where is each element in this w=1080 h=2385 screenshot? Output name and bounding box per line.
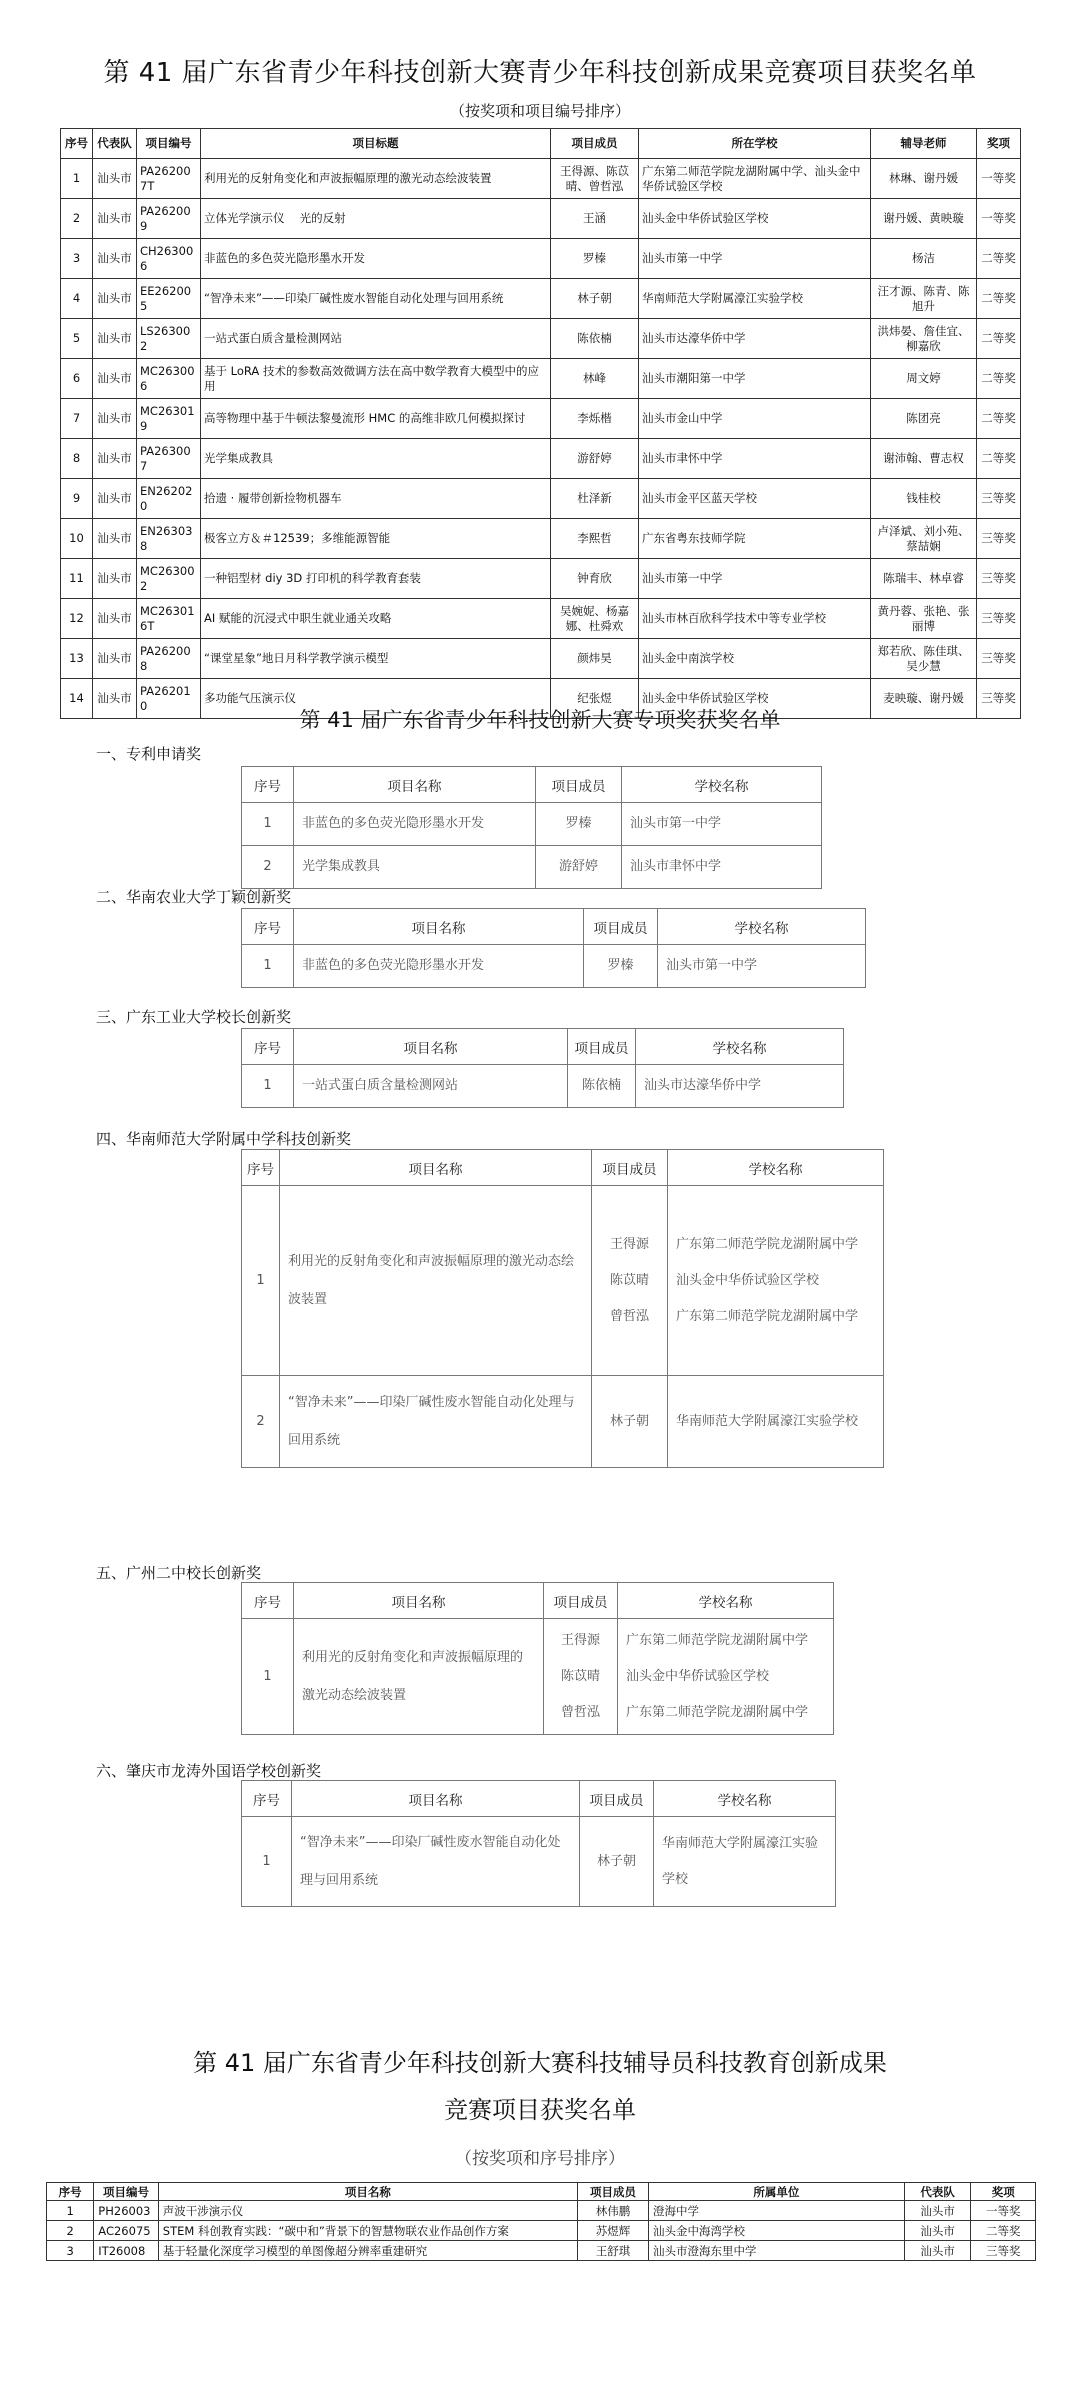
table-cell: 汕头市达濠华侨中学 <box>639 319 871 359</box>
table-cell: 三等奖 <box>971 2241 1036 2261</box>
table-cell: 汕头市 <box>93 319 137 359</box>
table-cell: 一等奖 <box>971 2201 1036 2221</box>
table-cell: 立体光学演示仪 光的反射 <box>201 199 551 239</box>
table-header-row <box>242 1781 836 1817</box>
column-header: 项目编号 <box>94 2183 159 2201</box>
column-header: 项目名称 <box>294 767 536 803</box>
column-header: 所在学校 <box>639 129 871 159</box>
table-cell: 谢沛翰、曹志权 <box>871 439 977 479</box>
column-header: 学校名称 <box>618 1583 834 1619</box>
table-cell: 1 <box>242 945 294 988</box>
table-cell: 利用光的反射角变化和声波振幅原理的激光动态绘波装置 <box>280 1186 592 1376</box>
table-header-row <box>242 1583 834 1619</box>
table-cell: 4 <box>61 279 93 319</box>
table-cell: 汕头市 <box>904 2221 971 2241</box>
column-header: 序号 <box>242 1781 292 1817</box>
table-row <box>242 846 822 889</box>
table-header-row <box>242 1029 844 1065</box>
table-cell: AI 赋能的沉浸式中职生就业通关攻略 <box>201 599 551 639</box>
column-header: 项目成员 <box>580 1781 654 1817</box>
table-row <box>242 1619 834 1735</box>
table-cell: 多功能气压演示仪 <box>201 679 551 719</box>
table-cell: 汕头市第一中学 <box>639 239 871 279</box>
table-cell: 林伟鹏 <box>578 2201 649 2221</box>
table-cell: 非蓝色的多色荧光隐形墨水开发 <box>294 945 584 988</box>
special-award-table <box>241 1780 836 1907</box>
table-cell: EE262005 <box>137 279 201 319</box>
table-cell: 华南师范大学附属濠江实验学校 <box>654 1817 836 1907</box>
table-cell: 11 <box>61 559 93 599</box>
table-cell: 汕头金中华侨试验区学校 <box>639 199 871 239</box>
column-header: 序号 <box>242 1150 280 1186</box>
special-title: 第 41 届广东省青少年科技创新大赛专项奖获奖名单 <box>299 708 781 732</box>
section-title: 一、专利申请奖 <box>96 745 202 763</box>
column-header: 项目名称 <box>280 1150 592 1186</box>
table-cell: 钟育欣 <box>551 559 639 599</box>
column-header: 项目成员 <box>592 1150 668 1186</box>
table-cell: 二等奖 <box>971 2221 1036 2241</box>
table-cell: 王得源、陈苡晴、曾哲泓 <box>551 159 639 199</box>
table-cell: 澄海中学 <box>648 2201 904 2221</box>
table-cell: 林子朝 <box>551 279 639 319</box>
table-row <box>61 239 1021 279</box>
table-header-row <box>242 909 866 945</box>
table-cell: 12 <box>61 599 93 639</box>
column-header: 项目成员 <box>551 129 639 159</box>
table-row <box>61 479 1021 519</box>
column-header: 项目标题 <box>201 129 551 159</box>
table-cell: 二等奖 <box>977 319 1021 359</box>
table-cell: 陈瑞丰、林卓睿 <box>871 559 977 599</box>
table-cell: 二等奖 <box>977 279 1021 319</box>
section-title: 六、肇庆市龙涛外国语学校创新奖 <box>96 1762 322 1780</box>
table-cell: 广东第二师范学院龙湖附属中学 汕头金中华侨试验区学校 广东第二师范学院龙湖附属中学 <box>668 1186 884 1376</box>
column-header: 序号 <box>47 2183 94 2201</box>
column-header: 序号 <box>242 909 294 945</box>
table-cell: 汕头市 <box>93 199 137 239</box>
table-cell: 王舒琪 <box>578 2241 649 2261</box>
table-cell: 罗榛 <box>551 239 639 279</box>
table-row <box>61 319 1021 359</box>
table-cell: 汕头市林百欣科学技术中等专业学校 <box>639 599 871 639</box>
table-cell: 华南师范大学附属濠江实验学校 <box>668 1376 884 1468</box>
table-row <box>242 1817 836 1907</box>
column-header: 项目名称 <box>294 1029 568 1065</box>
table-row <box>61 559 1021 599</box>
table-cell: 1 <box>242 1065 294 1108</box>
table-row <box>242 1376 884 1468</box>
table-row <box>47 2221 1036 2241</box>
column-header: 序号 <box>242 1583 294 1619</box>
table-cell: 二等奖 <box>977 239 1021 279</box>
table-cell: PA262008 <box>137 639 201 679</box>
table-cell: 1 <box>242 1186 280 1376</box>
table-cell: 9 <box>61 479 93 519</box>
table-cell: 极客立方＆＃12539；多维能源智能 <box>201 519 551 559</box>
column-header: 项目成员 <box>584 909 658 945</box>
table-cell: 三等奖 <box>977 639 1021 679</box>
table-cell: PA263007 <box>137 439 201 479</box>
main-award-table <box>60 128 1021 719</box>
table-row <box>61 599 1021 639</box>
table-cell: 10 <box>61 519 93 559</box>
table-cell: 汕头市金平区蓝天学校 <box>639 479 871 519</box>
table-cell: STEM 科创教育实践：“碳中和”背景下的智慧物联农业作品创作方案 <box>158 2221 577 2241</box>
table-cell: LS263002 <box>137 319 201 359</box>
column-header: 项目成员 <box>578 2183 649 2201</box>
column-header: 代表队 <box>904 2183 971 2201</box>
table-cell: 林子朝 <box>580 1817 654 1907</box>
table-cell: 王得源 陈苡晴 曾哲泓 <box>544 1619 618 1735</box>
table-cell: 汕头市 <box>93 239 137 279</box>
table-cell: 罗榛 <box>584 945 658 988</box>
table-cell: 三等奖 <box>977 519 1021 559</box>
column-header: 项目编号 <box>137 129 201 159</box>
table-cell: 汕头市澄海东里中学 <box>648 2241 904 2261</box>
table-cell: PA262009 <box>137 199 201 239</box>
table-cell: 罗榛 <box>536 803 622 846</box>
table-cell: 周文婷 <box>871 359 977 399</box>
table-cell: 卢泽斌、刘小苑、蔡喆娴 <box>871 519 977 559</box>
table-cell: 三等奖 <box>977 599 1021 639</box>
table-cell: 利用光的反射角变化和声波振幅原理的激光动态绘波装置 <box>201 159 551 199</box>
table-cell: MC263006 <box>137 359 201 399</box>
table-cell: 吴婉妮、杨嘉娜、杜舜欢 <box>551 599 639 639</box>
column-header: 序号 <box>242 767 294 803</box>
table-cell: 2 <box>242 1376 280 1468</box>
table-header-row <box>242 1150 884 1186</box>
table-cell: 三等奖 <box>977 479 1021 519</box>
table-cell: 郑若欣、陈佳琪、吴少慧 <box>871 639 977 679</box>
special-award-table <box>241 1582 834 1735</box>
table-cell: 二等奖 <box>977 359 1021 399</box>
table-cell: 陈团亮 <box>871 399 977 439</box>
column-header: 奖项 <box>977 129 1021 159</box>
table-cell: 高等物理中基于牛顿法黎曼流形 HMC 的高维非欧几何模拟探讨 <box>201 399 551 439</box>
table-cell: MC263002 <box>137 559 201 599</box>
table-cell: 3 <box>61 239 93 279</box>
table-cell: 汕头市聿怀中学 <box>639 439 871 479</box>
table-cell: 汕头金中华侨试验区学校 <box>639 679 871 719</box>
table-cell: 陈依楠 <box>551 319 639 359</box>
column-header: 项目成员 <box>544 1583 618 1619</box>
table-cell: 一种铝型材 diy 3D 打印机的科学教育套装 <box>201 559 551 599</box>
table-cell: 林峰 <box>551 359 639 399</box>
table-cell: AC26075 <box>94 2221 159 2241</box>
table-cell: 麦映璇、谢丹媛 <box>871 679 977 719</box>
table-row <box>61 519 1021 559</box>
table-cell: 汕头市第一中学 <box>639 559 871 599</box>
table-cell: 林子朝 <box>592 1376 668 1468</box>
table-cell: 汕头市 <box>904 2201 971 2221</box>
table-cell: MC263016T <box>137 599 201 639</box>
table-row <box>47 2201 1036 2221</box>
table-cell: 王得源 陈苡晴 曾哲泓 <box>592 1186 668 1376</box>
table-cell: 汕头市金山中学 <box>639 399 871 439</box>
table-cell: 利用光的反射角变化和声波振幅原理的激光动态绘波装置 <box>294 1619 544 1735</box>
section-title: 四、华南师范大学附属中学科技创新奖 <box>96 1130 352 1148</box>
special-award-table <box>241 1149 884 1468</box>
table-cell: 5 <box>61 319 93 359</box>
table-cell: 二等奖 <box>977 439 1021 479</box>
table-cell: 陈依楠 <box>568 1065 636 1108</box>
table-cell: 2 <box>47 2221 94 2241</box>
table-cell: 声波干涉演示仪 <box>158 2201 577 2221</box>
table-cell: 汕头市 <box>93 399 137 439</box>
table-cell: 钱桂校 <box>871 479 977 519</box>
table-cell: 杜泽新 <box>551 479 639 519</box>
table-cell: 三等奖 <box>977 559 1021 599</box>
table-cell: 汕头市 <box>93 439 137 479</box>
table-cell: EN263038 <box>137 519 201 559</box>
main-title: 第 41 届广东省青少年科技创新大赛青少年科技创新成果竞赛项目获奖名单 <box>103 58 977 88</box>
table-cell: 2 <box>242 846 294 889</box>
table-cell: 汕头市 <box>93 639 137 679</box>
column-header: 学校名称 <box>654 1781 836 1817</box>
table-cell: 1 <box>242 1817 292 1907</box>
table-cell: 汕头金中海湾学校 <box>648 2221 904 2241</box>
table-cell: 汕头市 <box>93 599 137 639</box>
column-header: 项目名称 <box>294 1583 544 1619</box>
column-header: 辅导老师 <box>871 129 977 159</box>
table-cell: 14 <box>61 679 93 719</box>
table-row <box>242 1065 844 1108</box>
counselor-title-line2: 竞赛项目获奖名单 <box>444 2096 636 2124</box>
table-cell: 林琳、谢丹媛 <box>871 159 977 199</box>
table-cell: “智净未来”——印染厂碱性废水智能自动化处理与回用系统 <box>201 279 551 319</box>
table-cell: 三等奖 <box>977 679 1021 719</box>
table-cell: 汕头市 <box>93 479 137 519</box>
table-cell: 非蓝色的多色荧光隐形墨水开发 <box>201 239 551 279</box>
table-cell: 2 <box>61 199 93 239</box>
table-cell: 纪张煜 <box>551 679 639 719</box>
section-title: 五、广州二中校长创新奖 <box>96 1564 262 1582</box>
section-title: 三、广东工业大学校长创新奖 <box>96 1008 292 1026</box>
table-row <box>47 2241 1036 2261</box>
table-row <box>242 945 866 988</box>
counselor-title-line1: 第 41 届广东省青少年科技创新大赛科技辅导员科技教育创新成果 <box>193 2049 887 2077</box>
table-cell: 汕头市潮阳第一中学 <box>639 359 871 399</box>
table-cell: 汕头市 <box>93 159 137 199</box>
table-cell: 谢丹媛、黄映璇 <box>871 199 977 239</box>
table-cell: 华南师范大学附属濠江实验学校 <box>639 279 871 319</box>
column-header: 学校名称 <box>658 909 866 945</box>
column-header: 项目成员 <box>536 767 622 803</box>
table-cell: 王涵 <box>551 199 639 239</box>
table-cell: “智净未来”——印染厂碱性废水智能自动化处理与回用系统 <box>280 1376 592 1468</box>
column-header: 学校名称 <box>668 1150 884 1186</box>
table-row <box>242 1186 884 1376</box>
table-cell: 汕头市 <box>93 559 137 599</box>
table-cell: CH263006 <box>137 239 201 279</box>
table-header-row <box>47 2183 1036 2201</box>
table-cell: 一站式蛋白质含量检测网站 <box>294 1065 568 1108</box>
table-cell: “智净未来”——印染厂碱性废水智能自动化处理与回用系统 <box>292 1817 580 1907</box>
table-cell: 苏煜辉 <box>578 2221 649 2241</box>
table-cell: 8 <box>61 439 93 479</box>
table-cell: 1 <box>242 803 294 846</box>
table-row <box>61 159 1021 199</box>
table-row <box>61 359 1021 399</box>
table-cell: 二等奖 <box>977 399 1021 439</box>
column-header: 代表队 <box>93 129 137 159</box>
column-header: 序号 <box>242 1029 294 1065</box>
table-cell: 汕头市聿怀中学 <box>622 846 822 889</box>
section-title: 二、华南农业大学丁颖创新奖 <box>96 888 292 906</box>
table-cell: 基于 LoRA 技术的参数高效微调方法在高中数学教育大模型中的应用 <box>201 359 551 399</box>
table-cell: 光学集成教具 <box>201 439 551 479</box>
column-header: 学校名称 <box>622 767 822 803</box>
table-cell: “课堂星象”地日月科学教学演示模型 <box>201 639 551 679</box>
column-header: 学校名称 <box>636 1029 844 1065</box>
table-cell: 汕头市 <box>904 2241 971 2261</box>
table-cell: 1 <box>61 159 93 199</box>
table-cell: 游舒婷 <box>551 439 639 479</box>
main-subtitle: （按奖项和项目编号排序） <box>449 102 630 120</box>
table-cell: 3 <box>47 2241 94 2261</box>
table-cell: 7 <box>61 399 93 439</box>
table-row <box>242 803 822 846</box>
table-cell: 汕头市第一中学 <box>622 803 822 846</box>
table-row <box>61 399 1021 439</box>
table-cell: 一等奖 <box>977 159 1021 199</box>
column-header: 奖项 <box>971 2183 1036 2201</box>
counselor-subtitle: （按奖项和序号排序） <box>455 2149 625 2169</box>
table-cell: 一等奖 <box>977 199 1021 239</box>
column-header: 项目名称 <box>158 2183 577 2201</box>
table-cell: 拾遗 · 履带创新捡物机器车 <box>201 479 551 519</box>
special-award-table <box>241 766 822 889</box>
table-cell: 李烁楷 <box>551 399 639 439</box>
table-cell: 一站式蛋白质含量检测网站 <box>201 319 551 359</box>
table-cell: 汪才源、陈青、陈旭升 <box>871 279 977 319</box>
table-cell: PA262007T <box>137 159 201 199</box>
table-cell: 黄丹蓉、张艳、张丽博 <box>871 599 977 639</box>
special-award-table <box>241 908 866 988</box>
column-header: 所属单位 <box>648 2183 904 2201</box>
table-cell: EN262020 <box>137 479 201 519</box>
table-cell: 汕头市第一中学 <box>658 945 866 988</box>
table-cell: 汕头市 <box>93 679 137 719</box>
table-cell: 非蓝色的多色荧光隐形墨水开发 <box>294 803 536 846</box>
table-row <box>61 199 1021 239</box>
table-cell: 汕头市 <box>93 519 137 559</box>
table-cell: 洪炜晏、詹佳宜、柳嘉欣 <box>871 319 977 359</box>
column-header: 项目名称 <box>292 1781 580 1817</box>
table-cell: MC263019 <box>137 399 201 439</box>
table-cell: 6 <box>61 359 93 399</box>
table-cell: 游舒婷 <box>536 846 622 889</box>
table-cell: 李熙哲 <box>551 519 639 559</box>
column-header: 项目名称 <box>294 909 584 945</box>
table-cell: 1 <box>242 1619 294 1735</box>
table-row <box>61 439 1021 479</box>
table-cell: 广东第二师范学院龙湖附属中学 汕头金中华侨试验区学校 广东第二师范学院龙湖附属中学 <box>618 1619 834 1735</box>
counselor-award-table <box>46 2182 1036 2261</box>
table-cell: 广东省粤东技师学院 <box>639 519 871 559</box>
table-cell: IT26008 <box>94 2241 159 2261</box>
special-award-table <box>241 1028 844 1108</box>
table-cell: 汕头金中南滨学校 <box>639 639 871 679</box>
table-row <box>61 639 1021 679</box>
table-cell: 汕头市达濠华侨中学 <box>636 1065 844 1108</box>
table-cell: 基于轻量化深度学习模型的单图像超分辨率重建研究 <box>158 2241 577 2261</box>
table-cell: 杨洁 <box>871 239 977 279</box>
table-cell: 汕头市 <box>93 279 137 319</box>
table-cell: 广东第二师范学院龙湖附属中学、汕头金中华侨试验区学校 <box>639 159 871 199</box>
column-header: 项目成员 <box>568 1029 636 1065</box>
column-header: 序号 <box>61 129 93 159</box>
table-header-row <box>61 129 1021 159</box>
table-cell: 颜炜昊 <box>551 639 639 679</box>
table-cell: 1 <box>47 2201 94 2221</box>
table-cell: 13 <box>61 639 93 679</box>
table-cell: 光学集成教具 <box>294 846 536 889</box>
table-cell: PA262010 <box>137 679 201 719</box>
table-header-row <box>242 767 822 803</box>
table-cell: 汕头市 <box>93 359 137 399</box>
table-cell: PH26003 <box>94 2201 159 2221</box>
table-row <box>61 279 1021 319</box>
